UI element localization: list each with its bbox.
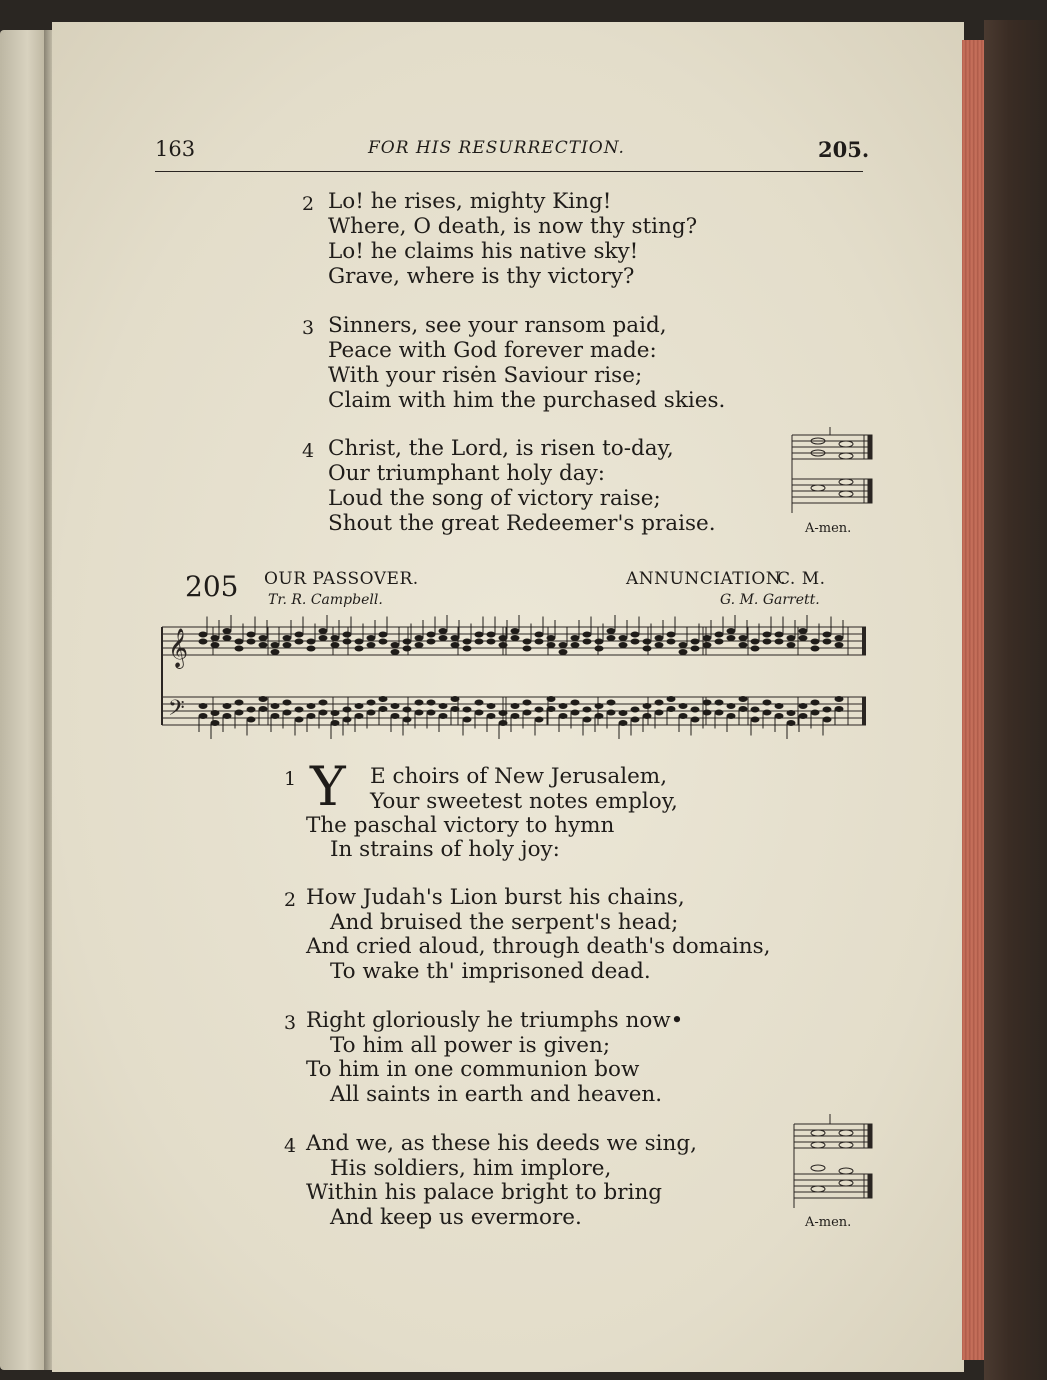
verse-line: Grave, where is thy victory? bbox=[328, 264, 635, 289]
verse-number: 4 bbox=[284, 1135, 297, 1157]
verse-line: Lo! he claims his native sky! bbox=[328, 239, 639, 264]
running-title: FOR HIS RESURRECTION. bbox=[368, 138, 625, 158]
amen-label-bottom: A-men. bbox=[805, 1215, 852, 1230]
verse-line: Our triumphant holy day: bbox=[328, 461, 605, 486]
svg-text:𝄢: 𝄢 bbox=[168, 696, 185, 726]
verse-line: Your sweetest notes employ, bbox=[370, 789, 678, 814]
verse-number: 3 bbox=[302, 317, 315, 339]
verse-line: Loud the song of victory raise; bbox=[328, 486, 661, 511]
svg-text:𝄞: 𝄞 bbox=[168, 628, 189, 668]
verse-line: Christ, the Lord, is risen to-day, bbox=[328, 436, 674, 461]
verse-number: 4 bbox=[302, 440, 315, 462]
verse-line: The paschal victory to hymn bbox=[306, 813, 615, 838]
verse-line: Shout the great Redeemer's praise. bbox=[328, 511, 716, 536]
composer: G. M. Garrett. bbox=[720, 592, 820, 608]
verse-line: And we, as these his deeds we sing, bbox=[306, 1131, 697, 1156]
verse-line: E choirs of New Jerusalem, bbox=[370, 764, 668, 789]
verse-number: 1 bbox=[284, 768, 297, 790]
verse-number: 3 bbox=[284, 1012, 297, 1034]
verse-line: In strains of holy joy: bbox=[330, 837, 560, 862]
verse-line: To him all power is given; bbox=[330, 1033, 611, 1058]
left-page-edge bbox=[0, 30, 50, 1370]
verse-line: Claim with him the purchased skies. bbox=[328, 388, 726, 413]
meter: C. M. bbox=[777, 569, 826, 589]
verse-line: Lo! he rises, mighty King! bbox=[328, 189, 612, 214]
hymn-number: 205 bbox=[185, 570, 239, 603]
verse-number: 2 bbox=[302, 193, 315, 215]
tune-name: ANNUNCIATION. bbox=[626, 569, 786, 589]
verse-line: And cried aloud, through death's domains, bbox=[306, 934, 771, 959]
verse-line: How Judah's Lion burst his chains, bbox=[306, 885, 685, 910]
verse-line: His soldiers, him implore, bbox=[330, 1156, 612, 1181]
drop-cap: Y bbox=[310, 755, 346, 818]
verse-line: All saints in earth and heaven. bbox=[330, 1082, 663, 1107]
verse-line: Peace with God forever made: bbox=[328, 338, 657, 363]
verse-line: Sinners, see your ransom paid, bbox=[328, 313, 667, 338]
verse-line: To him in one communion bow bbox=[306, 1057, 640, 1082]
verse-line: Right gloriously he triumphs now• bbox=[306, 1008, 684, 1033]
verse-line: To wake th' imprisoned dead. bbox=[330, 959, 651, 984]
verse-line: And bruised the serpent's head; bbox=[330, 910, 679, 935]
verse-line: Within his palace bright to bring bbox=[306, 1180, 663, 1205]
amen-notation-top bbox=[788, 425, 878, 525]
verse-line: And keep us evermore. bbox=[330, 1205, 582, 1230]
translator: Tr. R. Campbell. bbox=[268, 592, 383, 608]
amen-label-top: A-men. bbox=[805, 521, 852, 536]
header-rule bbox=[155, 171, 863, 172]
page-number: 163 bbox=[155, 137, 196, 161]
hymn-range: 205. bbox=[818, 137, 870, 162]
book-cover bbox=[984, 20, 1047, 1380]
verse-number: 2 bbox=[284, 889, 297, 911]
verse-line: Where, O death, is now thy sting? bbox=[328, 214, 698, 239]
music-score bbox=[158, 615, 870, 745]
red-page-edges bbox=[962, 40, 984, 1360]
verse-line: With your risėn Saviour rise; bbox=[328, 363, 643, 388]
amen-notation-bottom bbox=[790, 1112, 880, 1222]
hymn-title: OUR PASSOVER. bbox=[264, 569, 419, 589]
